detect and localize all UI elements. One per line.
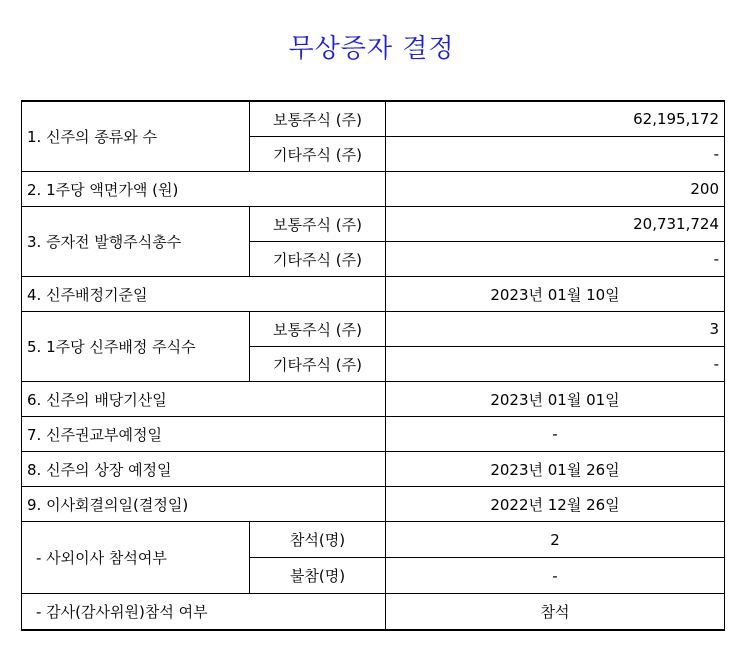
new-common-value: 62,195,172: [386, 101, 725, 137]
record-date-label: 4. 신주배정기준일: [22, 277, 386, 312]
other-stock-label: 기타주식 (주): [250, 137, 386, 172]
dividend-start-label: 6. 신주의 배당기산일: [22, 382, 386, 417]
alloc-per-share-label: 5. 1주당 신주배정 주식수: [22, 312, 250, 382]
auditor-value: 참석: [386, 594, 725, 631]
common-stock-label: 보통주식 (주): [250, 312, 386, 347]
table-row: [22, 487, 725, 522]
table-row: [22, 277, 725, 312]
alloc-common-value: 3: [386, 312, 725, 347]
par-value-label: 2. 1주당 액면가액 (원): [22, 172, 386, 207]
absent-label: 불참(명): [250, 558, 386, 594]
table-row: [22, 594, 725, 631]
board-date-label: 9. 이사회결의일(결정일): [22, 487, 386, 522]
new-other-value: -: [386, 137, 725, 172]
other-stock-label: 기타주식 (주): [250, 242, 386, 277]
table-row: [22, 172, 725, 207]
before-common-value: 20,731,724: [386, 207, 725, 242]
alloc-other-value: -: [386, 347, 725, 382]
table-row: [22, 312, 725, 347]
shares-before-label: 3. 증자전 발행주식총수: [22, 207, 250, 277]
table-row: [22, 207, 725, 242]
common-stock-label: 보통주식 (주): [250, 101, 386, 137]
record-date-value: 2023년 01월 10일: [386, 277, 725, 312]
other-stock-label: 기타주식 (주): [250, 347, 386, 382]
table-row: [22, 417, 725, 452]
listing-date-value: 2023년 01월 26일: [386, 452, 725, 487]
disclosure-table: [21, 100, 725, 631]
table-row: [22, 522, 725, 558]
outside-present-value: 2: [386, 522, 725, 558]
cert-delivery-value: -: [386, 417, 725, 452]
table-row: [22, 452, 725, 487]
outside-absent-value: -: [386, 558, 725, 594]
board-date-value: 2022년 12월 26일: [386, 487, 725, 522]
page-title: 무상증자 결정: [288, 34, 455, 64]
new-shares-label: 1. 신주의 종류와 수: [22, 101, 250, 172]
present-label: 참석(명): [250, 522, 386, 558]
table-row: [22, 382, 725, 417]
dividend-start-value: 2023년 01월 01일: [386, 382, 725, 417]
outside-directors-label: - 사외이사 참석여부: [22, 522, 250, 594]
table-row: [22, 101, 725, 137]
common-stock-label: 보통주식 (주): [250, 207, 386, 242]
auditor-label: - 감사(감사위원)참석 여부: [22, 594, 386, 631]
listing-date-label: 8. 신주의 상장 예정일: [22, 452, 386, 487]
par-value: 200: [386, 172, 725, 207]
before-other-value: -: [386, 242, 725, 277]
cert-delivery-label: 7. 신주권교부예정일: [22, 417, 386, 452]
